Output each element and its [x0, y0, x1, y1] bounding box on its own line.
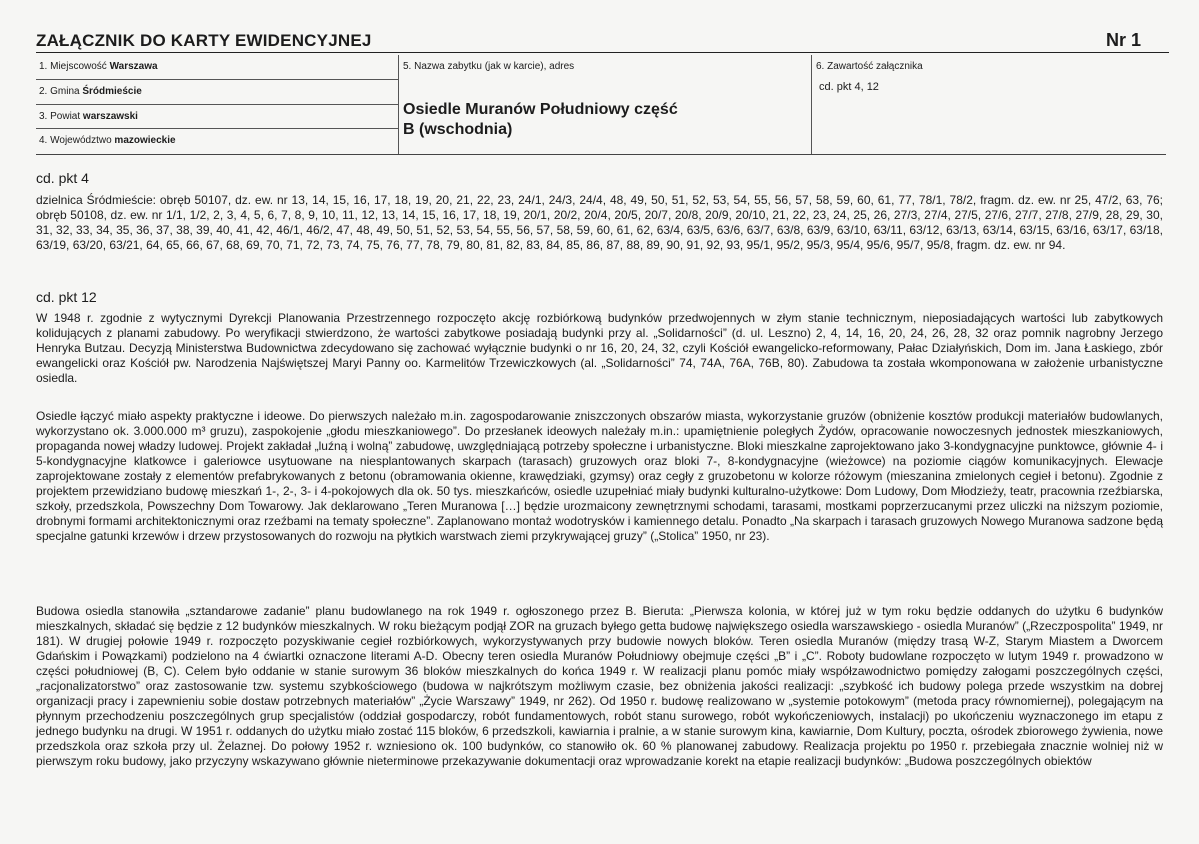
monument-name — [403, 100, 763, 140]
section-12-paragraph-3: Budowa osiedla stanowiła „sztandarowe zadanie” planu budowlanego na rok 1949 r. ogłoszonego przez B. Bieruta: „Pierwsza kolonia, w której już w tym roku będzie oddanych do użytku 6 budynków mieszkalnych, składać się będzie z 12 budynków mieszkalnych. W roku bieżącym podjął ZOR na gruzach byłego getta budowę największego osiedla warszawskiego - osiedla Muranów” („Rzeczpospolita” 1949, nr 181). W drugiej połowie 1949 r. rozpoczęto pozyskiwanie cegieł rozbiórkowych, wykorzystywanych przy budowie nowych bloków. Teren osiedla Muranów (między trasą W-Z, Starym Miastem a Dworcem Gdańskim i Powązkami) podzielono na 4 ćwiartki oznaczone literami A-D. Obecny teren osiedla Muranów Południowy obejmuje części „B” i „C”. Roboty budowlane rozpoczęto w lutym 1949 r. prowadzono w części południowej (B, C). Celem było oddanie w stanie surowym 36 bloków mieszkalnych do końca 1949 r. W realizacji planu pomóc miały współzawodnictwo pomiędzy załogami poszczególnych części, „racjonalizatorstwo” oraz zastosowanie tzw. systemu szybkościowego (budowa w najkrótszym możliwym czasie, bez obniżenia jakości realizacji: „szybkość ich budowy polega przede wszystkim na dobrej organizacji pracy i zapewnieniu sobie dostaw potrzebnych materiałów” „Życie Warszawy” 1949, nr 262). Od 1950 r. budowę realizowano w „systemie potokowym” (metoda pracy równomiernej), polegającym na płynnym przechodzeniu poszczególnych grup specjalistów (oddział gospodarczy, robót fundamentowych, robót stanu surowego, robót wykończeniowych, instalacji) po ukończeniu wyznaczonego im etapu z jednego budynku na drugi. W 1951 r. oddanych do użytku miało zostać 115 bloków, 6 przedszkoli, kawiarnia i pralnie, a w stanie surowym kina, kawiarnie, Dom Kultury, poczta, ośrodek zbiorowego żywienia, nowe przedszkola oraz szkoła przy ul. Żelaznej. Do połowy 1952 r. wzniesiono ok. 100 budynków, co stanowiło ok. 60 % planowanej zabudowy. Realizacja projektu po 1950 r. przebiegała znacznie wolniej niż w pierwszym roku budowy, jako przyczyny wskazywano głównie nieterminowe przekazywanie dokumentacji oraz wprowadzanie korekt na etapie realizacji budynków: „Budowa poszczególnych obiektów — [36, 604, 1163, 768]
attachment-contents-label: 6. Zawartość załącznika — [816, 61, 923, 72]
location-column — [36, 55, 399, 154]
field-value: Śródmieście — [82, 85, 142, 97]
section-4-heading: cd. pkt 4 — [36, 170, 89, 186]
section-4-text: dzielnica Śródmieście: obręb 50107, dz. ew. nr 13, 14, 15, 16, 17, 18, 19, 20, 21, 22, 23, 24/1, 24/3, 24/4, 48, 49, 50, 51, 52, 53, 54, 55, 56, 57, 58, 59, 60, 61, 77, 78/1, 78/2, fragm. dz. ew. nr 25, 47/2, 63, 76; obręb 50108, dz. ew. nr 1/1, 1/2, 2, 3, 4, 5, 6, 7, 8, 9, 10, 11, 12, 13, 14, 15, 16, 17, 18, 19, 20/1, 20/2, 20/4, 20/5, 20/7, 20/8, 20/9, 20/10, 21, 22, 23, 24, 25, 26, 27/3, 27/4, 27/5, 27/6, 27/7, 27/8, 27/9, 28, 29, 30, 31, 32, 33, 34, 35, 36, 37, 38, 39, 40, 41, 42, 46/1, 46/2, 47, 48, 49, 50, 51, 52, 53, 54, 55, 56, 57, 58, 59, 60, 61, 62, 63/4, 63/5, 63/6, 63/7, 63/8, 63/9, 63/10, 63/11, 63/12, 63/13, 63/14, 63/15, 63/16, 63/17, 63/18, 63/19, 63/20, 63/21, 64, 65, 66, 67, 68, 69, 70, 71, 72, 73, 74, 75, 76, 77, 78, 79, 80, 81, 82, 83, 84, 85, 86, 87, 88, 89, 90, 91, 92, 93, 95/1, 95/2, 95/3, 95/4, 95/6, 95/7, 95/8, fragm. dz. ew. nr 94. — [36, 193, 1163, 252]
section-12-paragraph-1: W 1948 r. zgodnie z wytycznymi Dyrekcji Planowania Przestrzennego rozpoczęto akcję rozbiórkową budynków przedwojennych w złym stanie technicznym, nieposiadających wartości lub zabytkowych kolidujących z planami zabudowy. Po weryfikacji stwierdzono, że wartości zabytkowe posiadają budynki przy al. „Solidarności” (d. ul. Leszno) 2, 4, 14, 16, 20, 24, 26, 28, 32 oraz pomnik nagrobny Jerzego Henryka Butzau. Decyzją Ministerstwa Budownictwa zdecydowano się zachować wyłącznie budynki o nr 16, 20, 24, 32, czyli Kościół ewangelicko-reformowany, Pałac Działyńskich, Dom im. Jana Łaskiego, zbór ewangelicki oraz Kościół pw. Narodzenia Najświętszej Maryi Panny oo. Karmelitów Trzewiczkowych (al. „Solidarności” 74, 74A, 76A, 76B, 80). Zabudowa ta została wkomponowana w założenie urbanistyczne osiedla. — [36, 311, 1163, 385]
section-12-paragraph-2: Osiedle łączyć miało aspekty praktyczne i ideowe. Do pierwszych należało m.in. zagospodarowanie zniszczonych obszarów miasta, wykorzystanie gruzów (obniżenie kosztów produkcji materiałów budowlanych, wykorzystano ok. 3.000.000 m³ gruzu), zaspokojenie „głodu mieszkaniowego”. Do przesłanek ideowych należały m.in.: upamiętnienie poległych Żydów, opracowanie nowoczesnych jednostek mieszkaniowych, propaganda nowej władzy ludowej. Projekt zakładał „luźną i wolną” zabudowę, uwzględniającą potrzeby społeczne i urbanistyczne. Bloki mieszkalne zaprojektowano jako 3-kondygnacyjne punktowce, głównie 4- i 5-kondygnacyjne klatkowce i galeriowce usytuowane na niesplantowanych skarpach (tarasach) gruzowych oraz bloki 7-, 8-kondygnacyjne (wieżowce) na poziomie ciągów komunikacyjnych. Elewacje zaprojektowane zostały z elementów prefabrykowanych z betonu (obramowania okienne, krawędziaki, gzymsy) oraz cegły z gruzobetonu w kolorze różowym (mieszanina zmielonych cegieł i betonu). Zgodnie z projektem przewidziano budowę mieszkań 1-, 2-, 3- i 4-pokojowych dla ok. 50 tys. mieszkańców, osiedle uzupełniać miały budynki kulturalno-użytkowe: Dom Ludowy, Dom Młodzieży, teatr, pracownia rzeźbiarska, szkoły, przedszkola, Powszechny Dom Towarowy. Jak deklarowano „Teren Muranowa […] będzie urozmaicony zewnętrznymi schodami, tarasami, mostkami poprzerzucanymi przez uliczki na niższym poziomie, drobnymi formami architektonicznymi oraz rzeźbami na tematy społeczne”. Zaplanowano montaż wodotrysków i kamiennego detalu. Ponadto „Na skarpach i tarasach gruzowych Nowego Muranowa sadzone będą specjalne gatunki krzewów i drzew przystosowanych do rozwoju na płytkich warstwach ziemi przykrywającej gruzy” („Stolica” 1950, nr 23). — [36, 409, 1163, 543]
attachment-contents-value: cd. pkt 4, 12 — [819, 81, 879, 93]
field-label: 2. Gmina — [39, 85, 80, 97]
field-label: 1. Miejscowość — [39, 61, 107, 72]
section-12-heading: cd. pkt 12 — [36, 289, 97, 305]
monument-name-line-1: Osiedle Muranów Południowy część — [403, 101, 678, 118]
document-header — [36, 30, 1169, 53]
field-miejscowosc — [36, 55, 398, 80]
field-value: Warszawa — [109, 61, 158, 72]
monument-name-line-2: B (wschodnia) — [403, 121, 513, 138]
field-gmina — [36, 80, 398, 105]
attachment-contents-column — [811, 55, 1166, 154]
field-value: warszawski — [82, 110, 138, 122]
field-value: mazowieckie — [114, 135, 176, 147]
document-title: ZAŁĄCZNIK DO KARTY EWIDENCYJNEJ — [36, 31, 372, 50]
field-label: 4. Województwo — [39, 135, 112, 147]
field-powiat — [36, 105, 398, 130]
monument-name-label: 5. Nazwa zabytku (jak w karcie), adres — [403, 61, 575, 72]
field-label: 3. Powiat — [39, 110, 81, 122]
field-wojewodztwo — [36, 129, 398, 154]
monument-name-column — [398, 55, 812, 154]
record-form-table — [36, 55, 1166, 155]
document-number: Nr 1 — [1105, 30, 1141, 50]
